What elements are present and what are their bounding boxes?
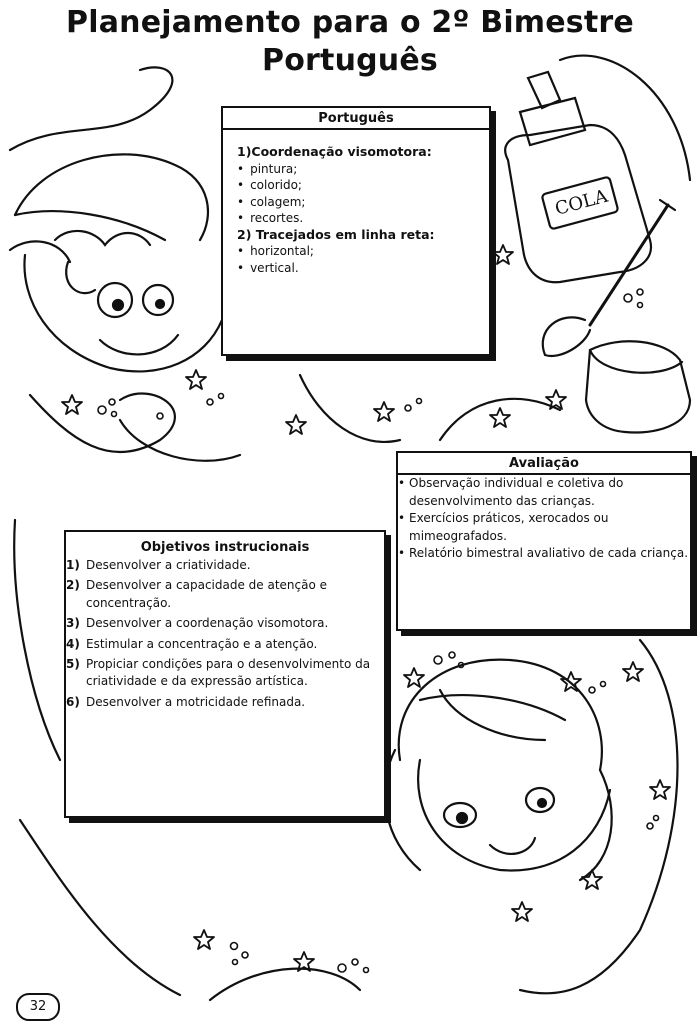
- section-title: 1)Coordenação visomotora:: [237, 144, 432, 159]
- list-item: • colagem;: [237, 194, 481, 211]
- list-item: 6) Desenvolver a motricidade refinada.: [66, 694, 306, 709]
- list-item: • Exercícios práticos, xerocados ou mimeografados.: [398, 510, 690, 545]
- list-item: 5) Propiciar condições para o desenvolvimento da criatividade e da expressão artística.: [66, 657, 371, 689]
- objetivos-box-header: Objetivos instrucionais: [140, 540, 310, 555]
- avaliacao-box-header: Avaliação: [398, 453, 690, 475]
- list-item: 3) Desenvolver a coordenação visomotora.: [66, 616, 329, 631]
- list-item: 2) Desenvolver a capacidade de atenção e concentração.: [66, 578, 328, 610]
- list-item: • colorido;: [237, 177, 481, 194]
- list-item: 1) Desenvolver a criatividade.: [66, 558, 251, 572]
- list-item: • Observação individual e coletiva do desenvolvimento das crianças.: [398, 475, 690, 510]
- list-item: • horizontal;: [237, 243, 481, 260]
- list-item: • Relatório bimestral avaliativo de cada criança.: [398, 545, 690, 563]
- list-item: • vertical.: [237, 260, 481, 277]
- page-title: Planejamento para o 2º Bimestre: [66, 5, 634, 40]
- page-subtitle: Português: [262, 43, 438, 78]
- list-item: • recortes.: [237, 210, 481, 227]
- list-item: 4) Estimular a concentração e a atenção.: [66, 636, 318, 651]
- avaliacao-box: [396, 451, 692, 631]
- objetivos-box: [64, 530, 386, 818]
- list-item: • pintura;: [237, 161, 481, 178]
- section-title: 2) Tracejados em linha reta:: [237, 226, 435, 242]
- glue-bottle-label: COLA: [552, 185, 610, 220]
- portugues-box: [221, 106, 491, 356]
- portugues-box-header: Português: [223, 108, 489, 130]
- page-number: 32: [16, 993, 60, 1021]
